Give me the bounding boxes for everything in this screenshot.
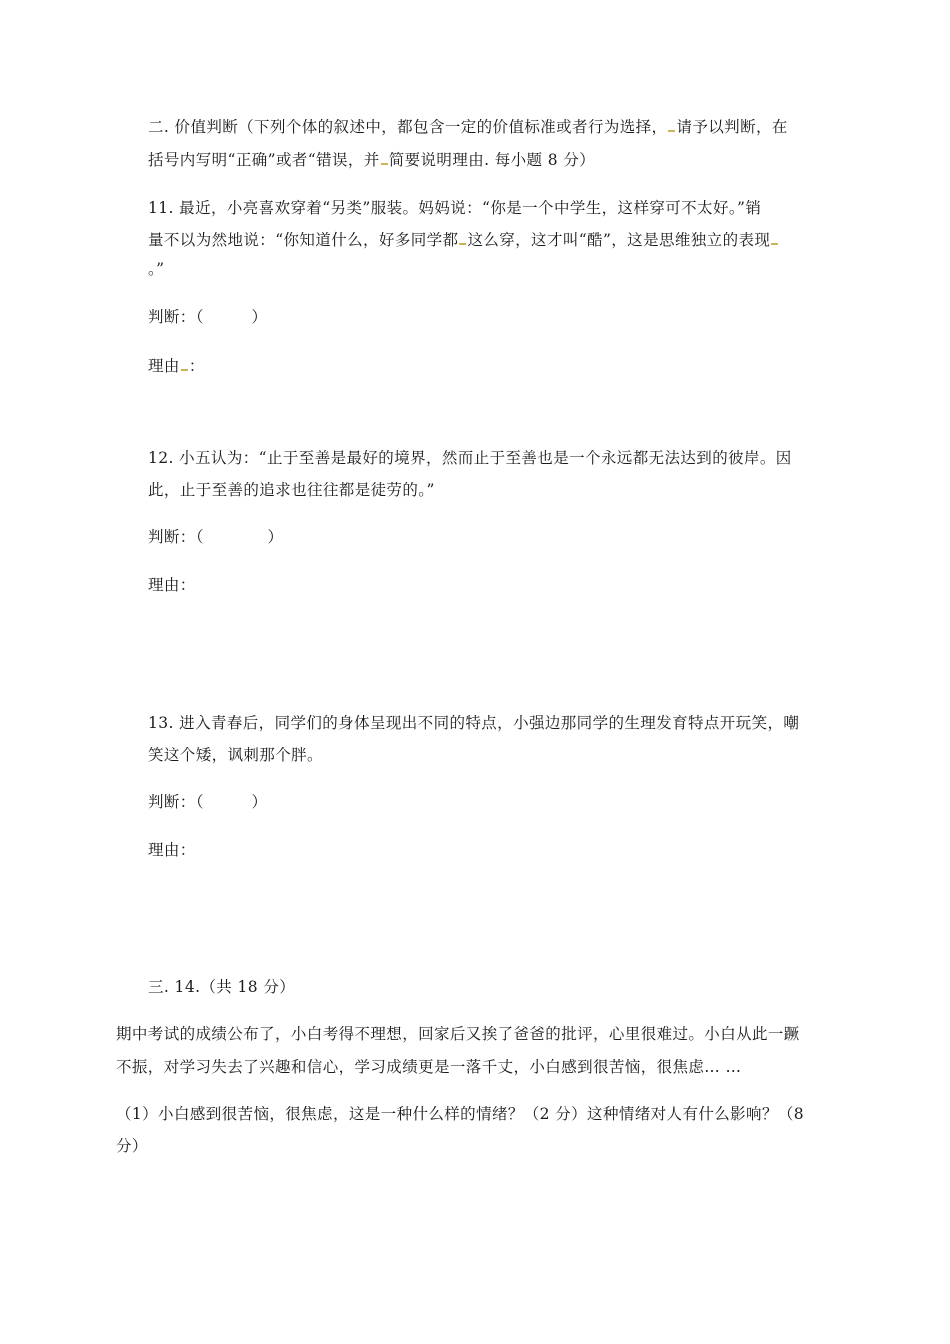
q12-line1: 12. 小五认为：“止于至善是最好的境界，然而止于至善也是一个永远都无法达到的彼岸。因: [148, 449, 792, 467]
q12-line2: 此，止于至善的追求也往往都是徒劳的。”: [148, 481, 435, 499]
edit-mark: [381, 161, 388, 165]
edit-mark: [668, 128, 675, 132]
q11-line1: 11. 最近，小亮喜欢穿着“另类”服装。妈妈说：“你是一个中学生，这样穿可不太好。”销: [148, 199, 762, 217]
q11-judge: 判断：（ ）: [148, 308, 268, 326]
q12-judge: 判断：（ ）: [148, 528, 284, 546]
section3-sub1-line2: 分）: [116, 1137, 148, 1155]
q13-line2: 笑这个矮，讽刺那个胖。: [148, 746, 323, 764]
q12-reason: 理由：: [148, 576, 196, 594]
q11-line2: 量不以为然地说：“你知道什么，好多同学都 这么穿，这才叫“酷”，这是思维独立的表现: [148, 228, 779, 250]
q13-judge: 判断：（ ）: [148, 793, 268, 811]
edit-mark: [459, 241, 466, 245]
section3-paragraph-line2: 不振，对学习失去了兴趣和信心，学习成绩更是一落千丈，小白感到很苦恼，很焦虑… …: [116, 1058, 742, 1076]
section3-sub1-line1: （1）小白感到很苦恼，很焦虑，这是一种什么样的情绪？（2 分）这种情绪对人有什么影响？（8: [116, 1105, 805, 1123]
edit-mark: [181, 367, 188, 371]
edit-mark: [771, 241, 778, 245]
section3-heading: 三. 14.（共 18 分）: [148, 978, 296, 996]
q11-line3: 。”: [148, 260, 165, 278]
section2-heading-line2: 括号内写明“正确”或者“错误，并 简要说明理由. 每小题 8 分）: [148, 151, 596, 169]
q11-reason: 理由 ：: [148, 357, 205, 375]
section2-heading-line1: 二. 价值判断（下列个体的叙述中，都包含一定的价值标准或者行为选择， 请予以判断，在: [148, 118, 788, 136]
q13-reason: 理由：: [148, 841, 196, 859]
q13-line1: 13. 进入青春后，同学们的身体呈现出不同的特点，小强边那同学的生理发育特点开玩笑，嘲: [148, 714, 800, 732]
section3-paragraph-line1: 期中考试的成绩公布了，小白考得不理想，回家后又挨了爸爸的批评，心里很难过。小白从此一蹶: [116, 1025, 800, 1043]
